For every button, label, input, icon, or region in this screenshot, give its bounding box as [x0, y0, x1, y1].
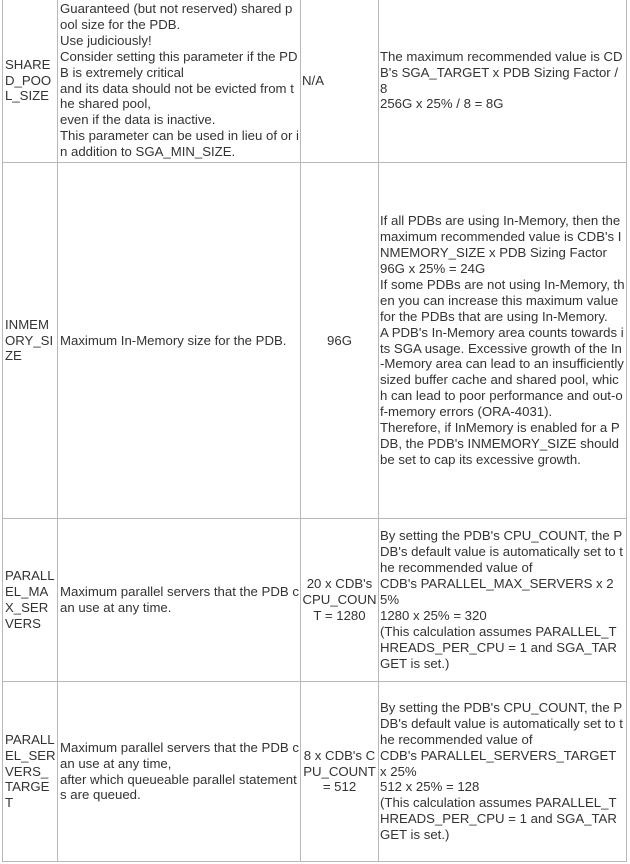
description-line: Use judiciously! — [60, 32, 152, 48]
description-line: Maximum parallel servers that the PDB can use at any time, — [60, 739, 299, 771]
parameter-value-cell: N/A — [301, 0, 379, 163]
note-line: If some PDBs are not using In-Memory, then you can increase this maximum value — [380, 276, 625, 308]
note-line: (This calculation assumes PARALLEL_THREADS_PER_CPU = 1 and SGA_TARGET is set.) — [380, 623, 617, 671]
table-row — [3, 682, 627, 862]
note-line: The maximum recommended value is CDB's SGA_TARGET x PDB Sizing Factor / 8 — [380, 48, 623, 96]
note-line: If all PDBs are using In-Memory, then the maximum recommended value is CDB's INMEMORY_SIZE x PDB Sizing Factor — [380, 213, 622, 261]
parameter-value-cell: 96G — [301, 163, 379, 519]
pdb-parameters-table — [2, 0, 627, 862]
parameter-description-cell — [58, 682, 301, 862]
note-line: for the PDBs that are using In-Memory. — [380, 308, 608, 324]
note-line: Therefore, if InMemory is enabled for a PDB, the PDB's INMEMORY_SIZE should be set to cap its excessive growth. — [380, 420, 620, 467]
parameter-description-cell — [58, 0, 301, 163]
parameter-name-cell: SHARED_POOL_SIZE — [3, 0, 58, 163]
description-line: Maximum parallel servers that the PDB can use at any time. — [60, 584, 299, 615]
description-line: Consider setting this parameter if the PDB is extremely critical — [60, 48, 298, 80]
parameter-name-cell: INMEMORY_SIZE — [3, 163, 58, 519]
note-line: 96G x 25% = 24G — [380, 260, 486, 276]
table-row — [3, 0, 627, 163]
note-line: 256G x 25% / 8 = 8G — [380, 96, 504, 112]
description-line: after which queueable parallel statements are queued. — [60, 771, 297, 803]
note-line: By setting the PDB's CPU_COUNT, the PDB's default value is automatically set to the recommended value of — [380, 699, 623, 747]
table-row — [3, 519, 627, 682]
parameter-note-cell — [379, 0, 627, 163]
table-row — [3, 163, 627, 519]
parameter-value-cell: 8 x CDB's CPU_COUNT = 512 — [301, 682, 379, 862]
parameter-name-cell: PARALLEL_SERVERS_TARGET — [3, 682, 58, 862]
parameter-note-cell — [379, 682, 627, 862]
description-line: even if the data is inactive. — [60, 112, 216, 128]
description-line: Maximum In-Memory size for the PDB. — [60, 332, 287, 348]
parameter-value-cell: 20 x CDB's CPU_COUNT = 1280 — [301, 519, 379, 682]
description-line: and its data should not be evicted from the shared pool, — [60, 80, 294, 112]
note-line: 1280 x 25% = 320 — [380, 607, 487, 623]
parameter-description-cell — [58, 519, 301, 682]
note-line: A PDB's In-Memory area counts towards its SGA usage. Excessive growth of the In-Memory area can lead to an insufficiently sized buffer cache and shared pool, which can lead to poor performance and out-of-memory errors (ORA-4031). — [380, 324, 624, 420]
note-line: CDB's PARALLEL_SERVERS_TARGET x 25% — [380, 747, 617, 779]
description-line: Guaranteed (but not reserved) shared pool size for the PDB. — [60, 0, 293, 32]
parameter-description-cell — [58, 163, 301, 519]
note-line: By setting the PDB's CPU_COUNT, the PDB's default value is automatically set to the recommended value of — [380, 528, 623, 576]
note-line: 512 x 25% = 128 — [380, 779, 480, 795]
parameter-name-cell: PARALLEL_MAX_SERVERS — [3, 519, 58, 682]
parameter-note-cell — [379, 519, 627, 682]
note-line: (This calculation assumes PARALLEL_THREADS_PER_CPU = 1 and SGA_TARGET is set.) — [380, 795, 617, 843]
description-line: This parameter can be used in lieu of or in addition to SGA_MIN_SIZE. — [60, 128, 299, 160]
note-line: CDB's PARALLEL_MAX_SERVERS x 25% — [380, 576, 614, 608]
parameter-note-cell — [379, 163, 627, 519]
